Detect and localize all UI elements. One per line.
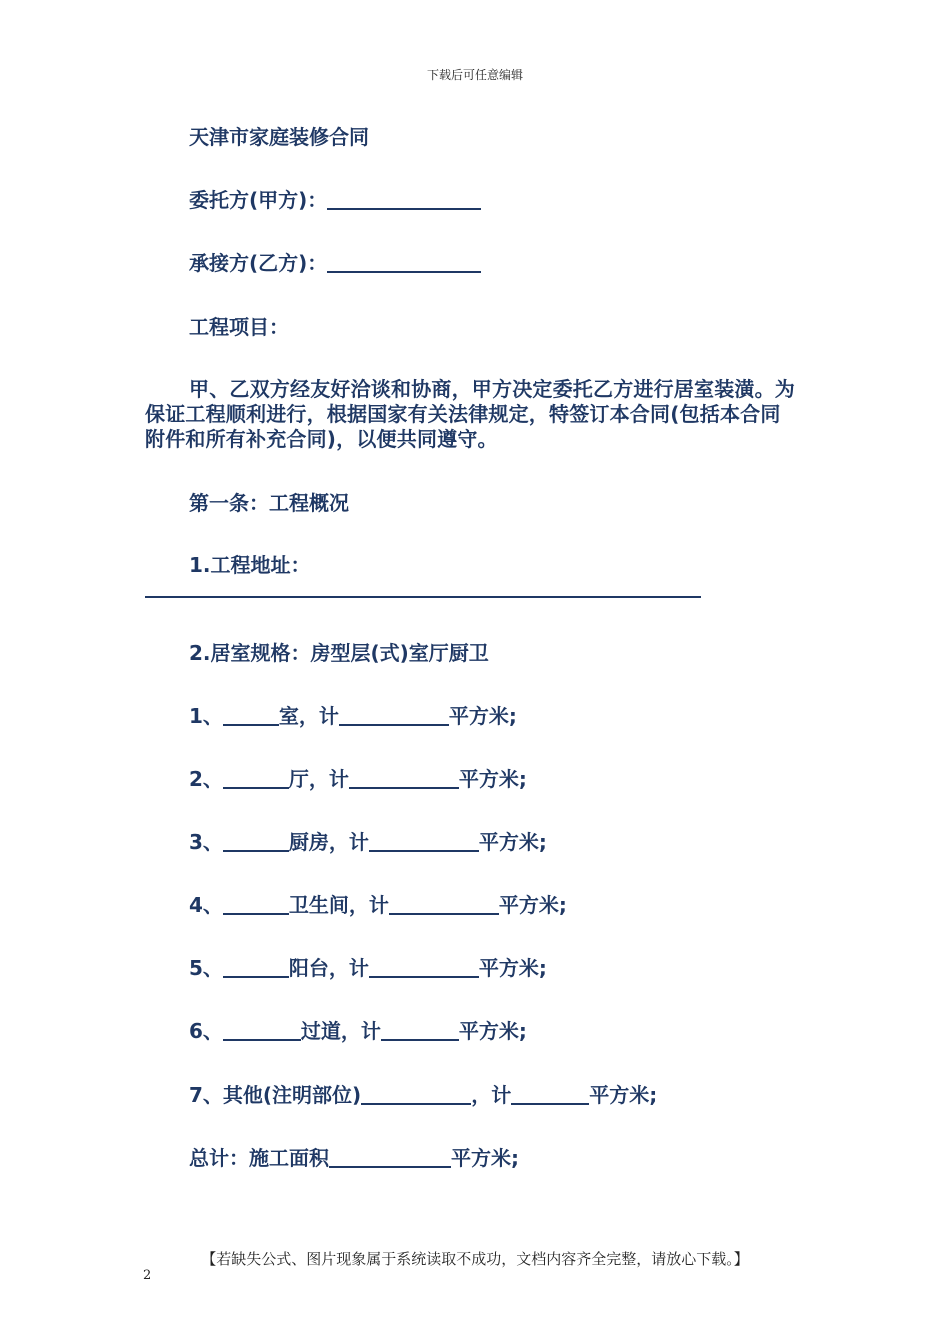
address-blank [145,596,701,598]
room-item-prefix: 3、 [189,830,223,854]
room-item-prefix: 6、 [189,1019,223,1043]
room-item-unit: 平方米; [448,704,517,728]
footer-note: 【若缺失公式、图片现象属于系统读取不成功，文档内容齐全完整，请放心下载。】 [201,1250,749,1268]
room-item [189,1082,657,1108]
total-line [189,1145,519,1171]
room-item-unit: 平方米; [478,956,547,980]
room-item [189,829,547,855]
room-item [189,703,517,729]
page-header: 下载后可任意编辑 [426,68,523,82]
room-count-blank [223,704,279,726]
project-label: 工程项目： [189,315,289,339]
room-item [189,892,567,918]
article-1-heading: 第一条：工程概况 [189,491,349,515]
contract-title: 天津市家庭装修合同 [189,125,369,149]
page-number: 2 [143,1268,152,1283]
area-blank [389,893,499,915]
room-count-blank [223,1019,301,1041]
room-item-unit: 平方米; [458,767,527,791]
area-blank [349,767,459,789]
area-blank [369,956,479,978]
room-item-label: 过道，计 [300,1019,381,1043]
room-count-blank [223,767,289,789]
party-a-line [189,187,481,213]
party-b-blank [327,251,481,273]
room-count-blank [223,956,289,978]
room-item-prefix: 4、 [189,893,223,917]
room-item-label: 厅，计 [288,767,349,791]
total-label: 总计：施工面积 [189,1146,329,1170]
preamble-paragraph: 甲、乙双方经友好洽谈和协商，甲方决定委托乙方进行居室装潢。为保证工程顺利进行，根据国家有关法律规定，特签订本合同(包括本合同附件和所有补充合同)，以便共同遵守。 [145,377,795,451]
room-item [189,766,527,792]
room-item-prefix: 1、 [189,704,223,728]
room-item-label: 厨房，计 [288,830,369,854]
room-item-label: 卫生间，计 [288,893,389,917]
total-unit: 平方米; [451,1146,519,1170]
room-item [189,955,547,981]
party-a-label: 委托方(甲方)： [189,188,328,212]
area-blank [369,830,479,852]
room-item-prefix: 7、其他(注明部位) [189,1083,362,1107]
area-blank [339,704,449,726]
area-blank [511,1083,589,1105]
room-item-unit: 平方米; [589,1083,658,1107]
address-label: 1.工程地址： [189,553,311,577]
room-item-prefix: 5、 [189,956,223,980]
spec-label: 2.居室规格：房型层(式)室厅厨卫 [189,641,489,665]
room-item-label: 室，计 [278,704,339,728]
total-area-blank [329,1146,451,1168]
area-blank [381,1019,459,1041]
party-b-label: 承接方(乙方)： [189,251,328,275]
room-count-blank [223,893,289,915]
room-item [189,1018,527,1044]
party-b-line [189,250,481,276]
room-item-unit: 平方米; [498,893,567,917]
room-item-label: 阳台，计 [288,956,369,980]
room-count-blank [223,830,289,852]
room-item-unit: 平方米; [458,1019,527,1043]
room-item-unit: 平方米; [478,830,547,854]
room-item-label: ，计 [471,1083,512,1107]
other-part-blank [361,1083,471,1105]
party-a-blank [327,188,481,210]
room-item-prefix: 2、 [189,767,223,791]
